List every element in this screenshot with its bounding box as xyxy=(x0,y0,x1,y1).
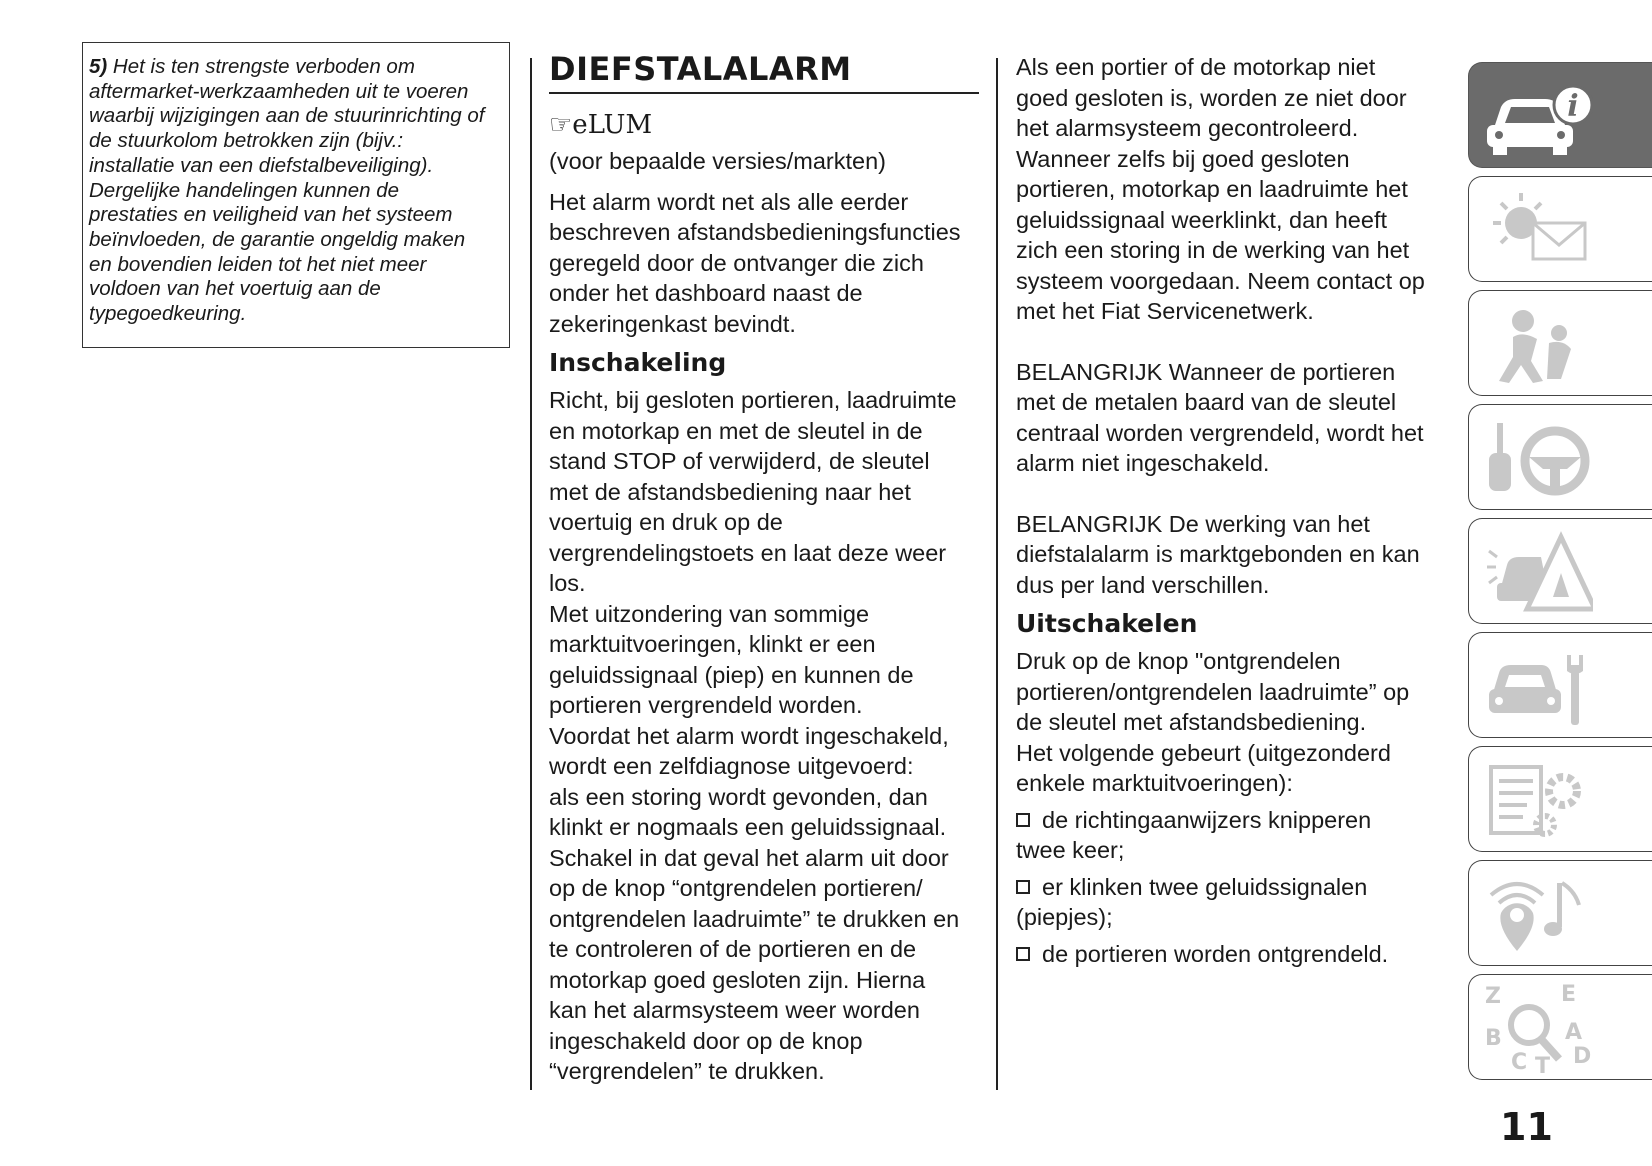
checkbox-bullet-icon xyxy=(1016,947,1030,961)
sun-envelope-icon xyxy=(1483,185,1593,275)
column-divider xyxy=(996,58,998,1090)
svg-text:Z: Z xyxy=(1485,984,1501,1009)
svg-text:D: D xyxy=(1573,1044,1592,1069)
column-main xyxy=(549,50,979,1087)
uitschakelen-paragraph: Druk op de knop "ontgrendelen portieren/ontgrendelen laadruimte” op de sleutel met afstandsbediening. Het volgende gebeurt (uitgezonderd enkele marktuitvoeringen): xyxy=(1016,648,1410,796)
note-line: Het is ten strengste verboden om xyxy=(107,55,415,78)
note-line: voldoen van het voertuig aan de xyxy=(89,277,381,301)
tab-starting-driving[interactable] xyxy=(1468,404,1652,510)
note-line: prestaties en veiligheid van het systeem xyxy=(89,203,453,227)
svg-text:E: E xyxy=(1561,983,1577,1007)
note-line: typegoedkeuring. xyxy=(89,302,247,326)
tab-multimedia[interactable] xyxy=(1468,860,1652,966)
svg-text:C: C xyxy=(1511,1050,1528,1073)
section-title: DIEFSTALALARM xyxy=(549,50,979,94)
important-note-2: BELANGRIJK De werking van het diefstalalarm is marktgebonden en kan dus per land verschillen. xyxy=(1016,510,1420,598)
airbag-person-icon xyxy=(1483,299,1593,389)
note-line: Dergelijke handelingen kunnen de xyxy=(89,178,400,202)
tab-car-info[interactable] xyxy=(1468,62,1652,168)
important-note-1: BELANGRIJK Wanneer de portieren met de metalen baard van de sleutel centraal worden vergrendeld, wordt het alarm niet ingeschakeld. xyxy=(1016,358,1424,476)
car-wrench-icon xyxy=(1483,641,1593,731)
checkbox-bullet-icon xyxy=(1016,880,1030,894)
svg-text:B: B xyxy=(1485,1026,1502,1051)
bullet-item: de richtingaanwijzers knipperen twee keer; xyxy=(1016,806,1372,863)
checkbox-bullet-icon xyxy=(1016,813,1030,827)
col3-intro-paragraph: Als een portier of de motorkap niet goed gesloten is, worden ze niet door het alarmsysteem gecontroleerd. Wanneer zelfs bij goed gesloten portieren, motorkap en laadruimte het geluidssignaal weerklinkt, dan heeft zich een storing in de werking van het systeem voorgedaan. Neem contact op met het Fiat Servicenetwerk. xyxy=(1016,54,1425,324)
alphabet-index-icon xyxy=(1483,983,1593,1073)
car-warning-triangle-icon xyxy=(1483,527,1593,617)
tab-technical-data[interactable] xyxy=(1468,746,1652,852)
car-info-icon xyxy=(1483,71,1593,161)
warning-note xyxy=(82,42,510,348)
note-line: aftermarket-werkzaamheden uit te voeren xyxy=(89,79,469,103)
page-number: 11 xyxy=(1500,1105,1553,1149)
note-line: installatie van een diefstalbeveiliging). xyxy=(89,153,434,177)
bullet-item: er klinken twee geluidssignalen (piepjes); xyxy=(1016,873,1368,930)
version-qualifier: (voor bepaalde versies/markten) xyxy=(549,148,886,174)
column-divider xyxy=(530,58,532,1090)
elum-symbol-icon: ☞eLUM xyxy=(549,110,653,140)
list-gears-icon xyxy=(1483,755,1593,845)
note-line: en bovendien leiden tot het niet meer xyxy=(89,252,427,276)
tab-maintenance[interactable] xyxy=(1468,632,1652,738)
svg-text:T: T xyxy=(1535,1054,1551,1073)
tab-safety[interactable] xyxy=(1468,290,1652,396)
svg-text:A: A xyxy=(1565,1020,1583,1045)
tab-index[interactable] xyxy=(1468,974,1652,1080)
note-number: 5) xyxy=(89,55,108,78)
signal-music-icon xyxy=(1483,869,1593,959)
note-line: beïnvloeden, de garantie ongeldig maken xyxy=(89,227,466,251)
inschakeling-paragraph: Richt, bij gesloten portieren, laadruimte en motorkap en met de sleutel in de stand STOP of verwijderd, de sleutel met de afstandsbediening naar het voertuig en druk op de vergrendelingstoets en laat deze weer los. Met uitzondering van sommige marktuitvoeringen, klinkt er een geluidssignaal (piep) en kunnen de portieren vergrendeld worden. Voordat het alarm wordt ingeschakeld, wordt een zelfdiagnose uitgevoerd: als een storing wordt gevonden, dan klinkt er nogmaals een geluidssignaal. Schakel in dat geval het alarm uit door op de knop “ontgrendelen portieren/ ontgrendelen laadruimte” te drukken en te controleren of de portieren en de motorkap goed gesloten zijn. Hierna kan het alarmsysteem weer worden ingeschakeld door op de knop “vergrendelen” te drukken. xyxy=(549,387,960,1084)
bullet-item: de portieren worden ontgrendeld. xyxy=(1016,939,1448,970)
key-steering-wheel-icon xyxy=(1483,413,1593,503)
subheading-inschakeling: Inschakeling xyxy=(549,348,727,377)
tab-emergency[interactable] xyxy=(1468,518,1652,624)
svg-text:i: i xyxy=(1567,89,1579,124)
subheading-uitschakelen: Uitschakelen xyxy=(1016,609,1198,638)
intro-paragraph: Het alarm wordt net als alle eerder beschreven afstandsbedieningsfuncties geregeld door de ontvanger die zich onder het dashboard naast de zekeringenkast bevindt. xyxy=(549,188,961,337)
note-line: waarbij wijzigingen aan de stuurinrichting of xyxy=(89,104,485,128)
column-right xyxy=(1016,52,1448,969)
note-line: de stuurkolom betrokken zijn (bijv.: xyxy=(89,129,404,153)
tab-lights-messages[interactable] xyxy=(1468,176,1652,282)
